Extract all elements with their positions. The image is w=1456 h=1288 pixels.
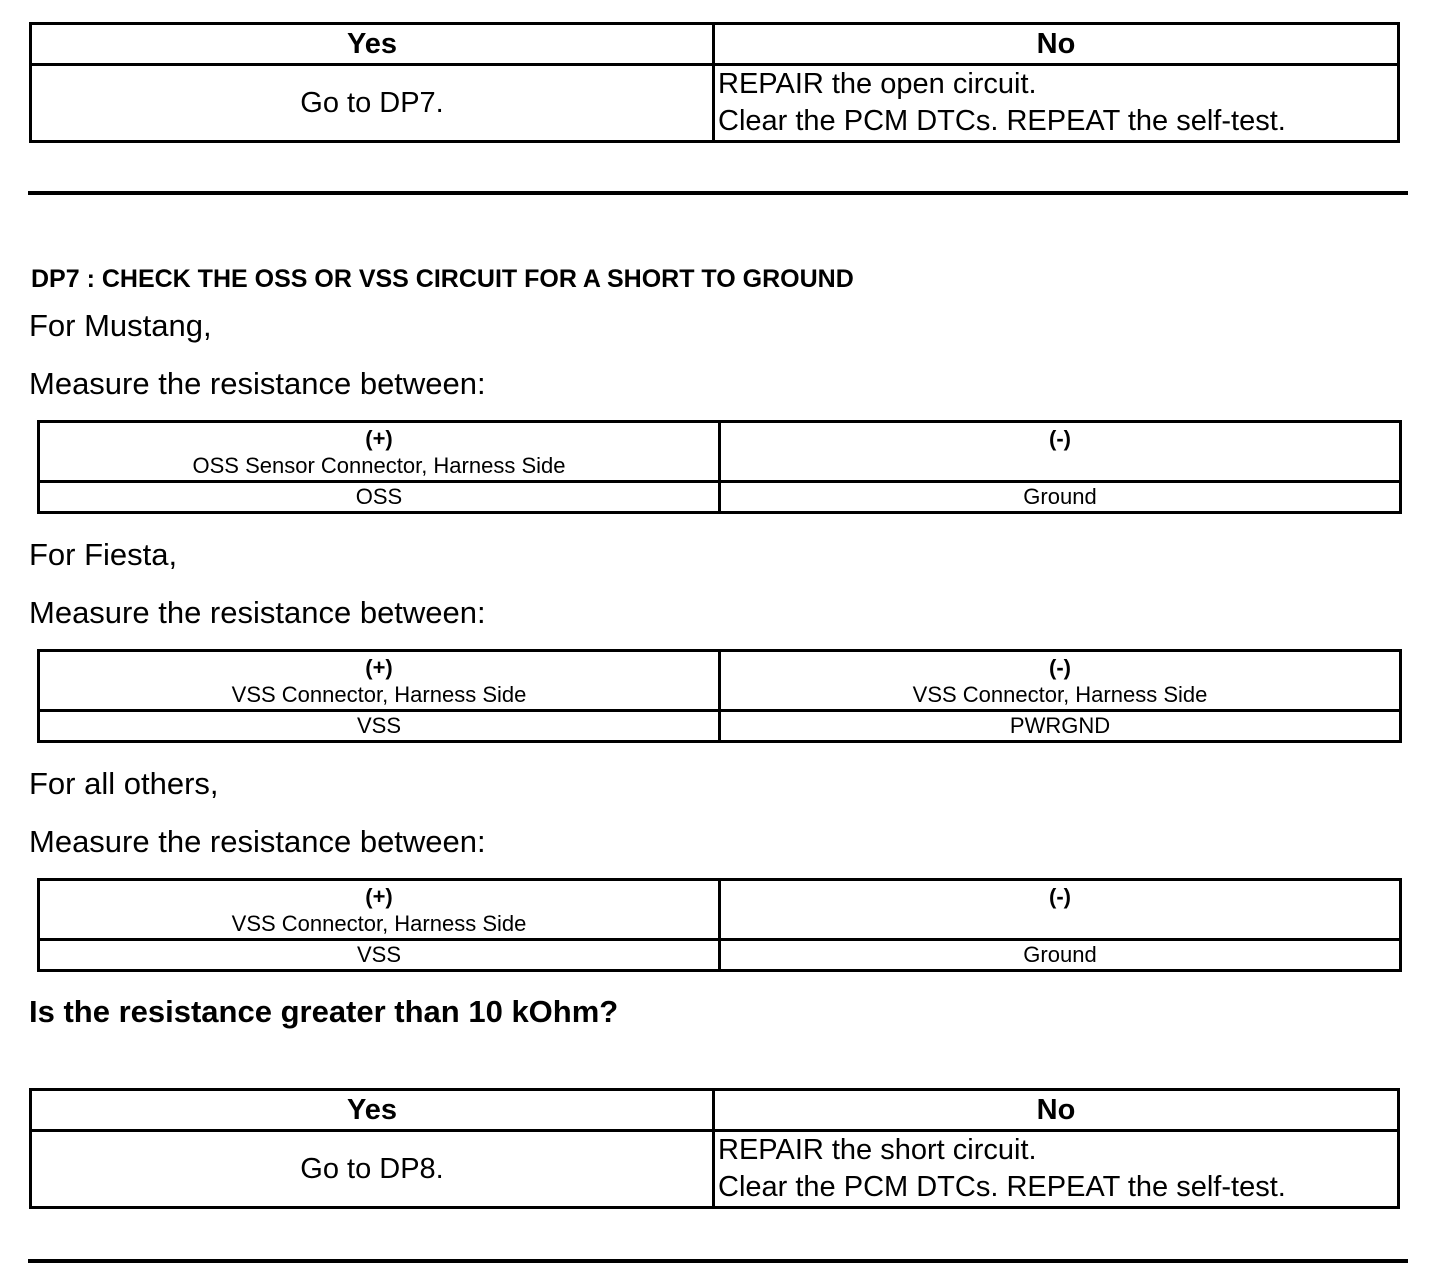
minus-probe-header [720, 422, 1401, 482]
plus-probe-header [39, 880, 720, 940]
section-intro-others: For all others, [29, 766, 219, 801]
measurement-table-mustang [37, 420, 1402, 514]
section-intro-fiesta: For Fiesta, [29, 537, 178, 572]
measurement-header-row [39, 422, 1401, 482]
minus-value: Ground [720, 940, 1401, 971]
plus-label: (+) [365, 655, 393, 680]
plus-label: (+) [365, 426, 393, 451]
result-header-row [31, 1090, 1399, 1131]
plus-value: VSS [39, 711, 720, 742]
section-instruction-fiesta: Measure the resistance between: [29, 595, 486, 630]
no-action [714, 65, 1399, 142]
no-action-line-2: Clear the PCM DTCs. REPEAT the self-test. [718, 1171, 1286, 1203]
result-action-row [31, 1131, 1399, 1208]
top-result-table [29, 22, 1400, 143]
plus-desc: VSS Connector, Harness Side [231, 911, 527, 936]
minus-value: PWRGND [720, 711, 1401, 742]
no-header: No [714, 1090, 1399, 1131]
result-header-row [31, 24, 1399, 65]
minus-probe-header [720, 651, 1401, 711]
measurement-value-row [39, 482, 1401, 513]
step-question: Is the resistance greater than 10 kOhm? [29, 994, 619, 1029]
yes-header: Yes [31, 24, 714, 65]
plus-probe-header [39, 422, 720, 482]
measurement-value-row [39, 940, 1401, 971]
minus-label: (-) [1049, 426, 1071, 451]
measurement-value-row [39, 711, 1401, 742]
section-intro-mustang: For Mustang, [29, 308, 212, 343]
no-header: No [714, 24, 1399, 65]
step-title: DP7 : CHECK THE OSS OR VSS CIRCUIT FOR A SHORT TO GROUND [31, 265, 854, 293]
section-instruction-others: Measure the resistance between: [29, 824, 486, 859]
measurement-table-fiesta [37, 649, 1402, 743]
measurement-header-row [39, 880, 1401, 940]
plus-probe-header [39, 651, 720, 711]
section-divider-top [28, 191, 1408, 195]
plus-desc: OSS Sensor Connector, Harness Side [192, 453, 566, 478]
yes-header: Yes [31, 1090, 714, 1131]
plus-desc: VSS Connector, Harness Side [231, 682, 527, 707]
plus-value: OSS [39, 482, 720, 513]
no-action-line-1: REPAIR the open circuit. [718, 68, 1037, 100]
minus-value: Ground [720, 482, 1401, 513]
result-action-row [31, 65, 1399, 142]
plus-label: (+) [365, 884, 393, 909]
minus-label: (-) [1049, 884, 1071, 909]
measurement-table-others [37, 878, 1402, 972]
minus-probe-header [720, 880, 1401, 940]
no-action-line-2: Clear the PCM DTCs. REPEAT the self-test. [718, 105, 1286, 137]
bottom-result-table [29, 1088, 1400, 1209]
yes-action: Go to DP7. [31, 65, 714, 142]
yes-action: Go to DP8. [31, 1131, 714, 1208]
no-action [714, 1131, 1399, 1208]
no-action-line-1: REPAIR the short circuit. [718, 1134, 1037, 1166]
section-divider-bottom [28, 1259, 1408, 1263]
measurement-header-row [39, 651, 1401, 711]
section-instruction-mustang: Measure the resistance between: [29, 366, 486, 401]
plus-value: VSS [39, 940, 720, 971]
minus-label: (-) [1049, 655, 1071, 680]
minus-desc: VSS Connector, Harness Side [912, 682, 1208, 707]
